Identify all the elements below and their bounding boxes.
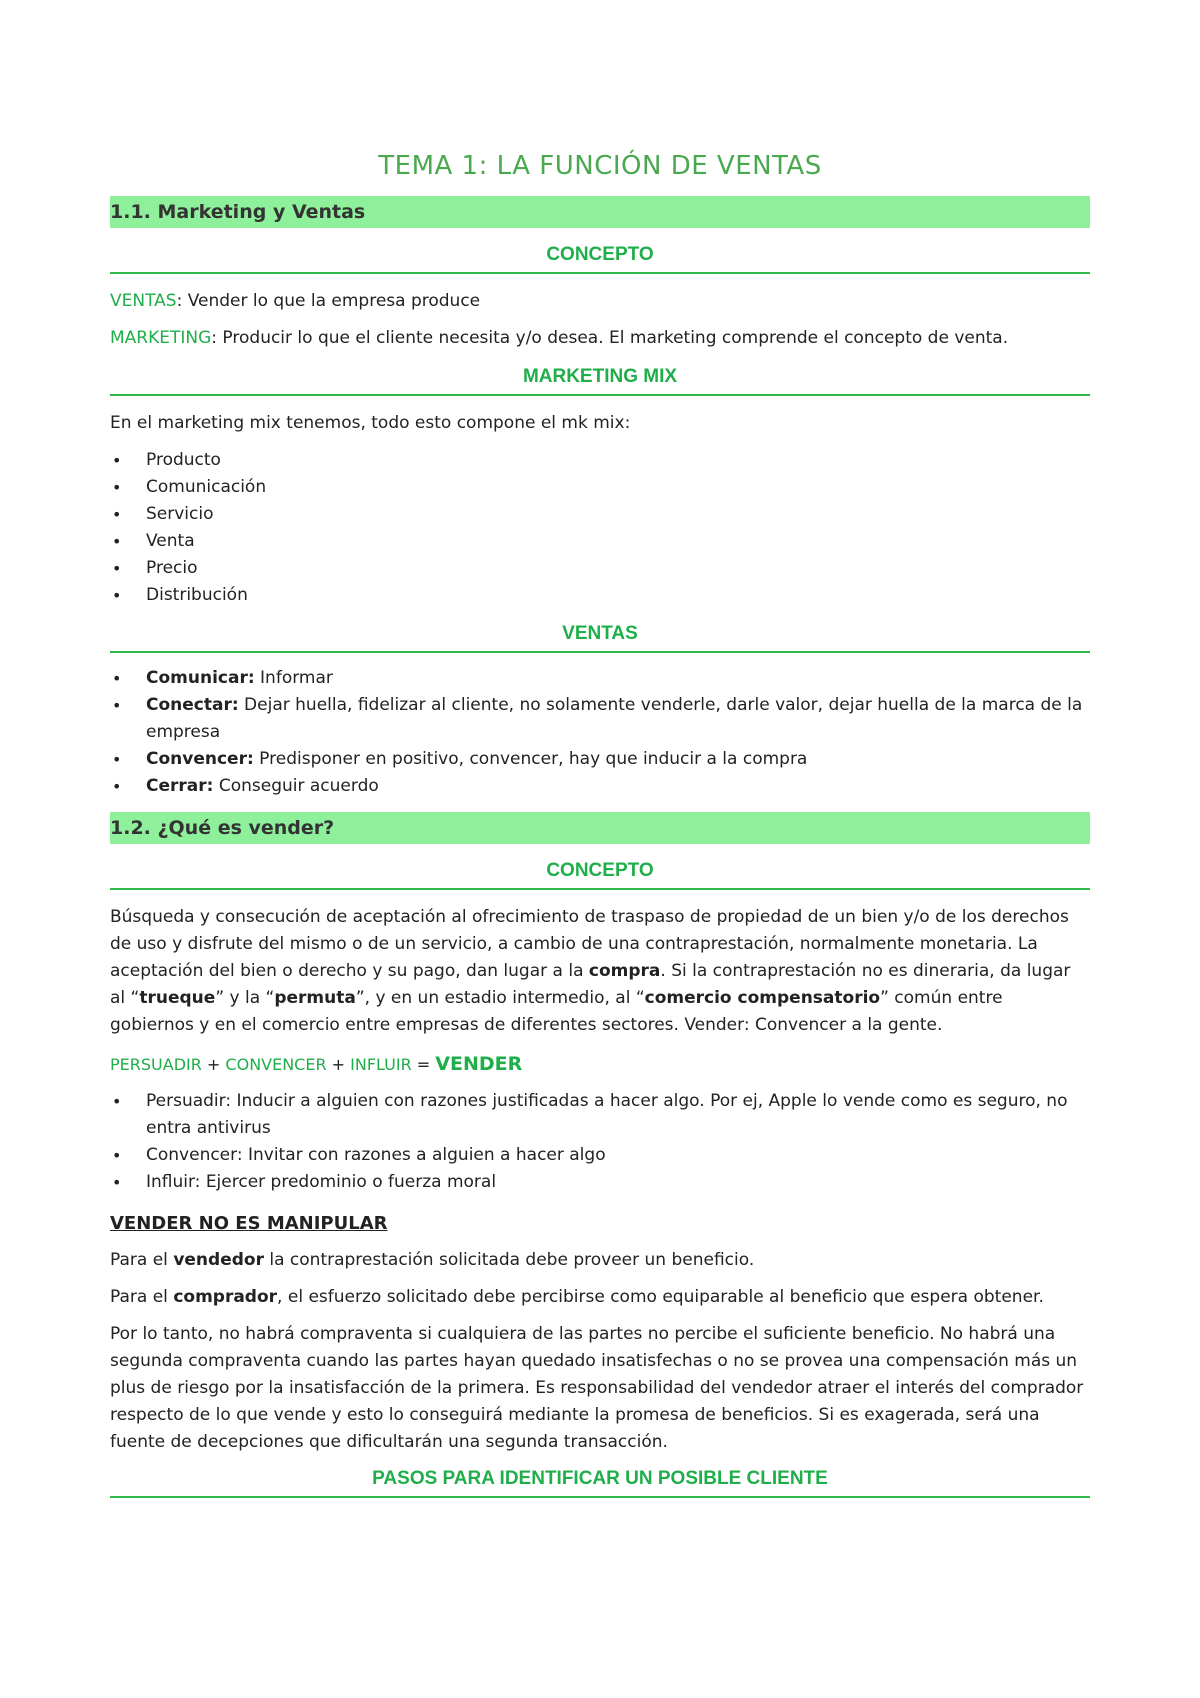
bullet-icon: • xyxy=(112,586,122,605)
vender-formula: PERSUADIR + CONVENCER + INFLUIR = VENDER xyxy=(110,1053,523,1075)
bullet-icon: • xyxy=(112,777,122,796)
marketing-label: MARKETING xyxy=(110,328,212,348)
bullet-icon: • xyxy=(112,1173,122,1192)
marketing-text: : Producir lo que el cliente necesita y/o desea. El marketing comprende el concepto de venta. xyxy=(211,328,1009,348)
bullet-icon: • xyxy=(112,1146,122,1165)
ventas-list xyxy=(110,665,1090,800)
list-item: • Convencer: Predisponer en positivo, convencer, hay que inducir a la compra xyxy=(110,746,1090,773)
section-heading-text: 1.1. Marketing y Ventas xyxy=(110,201,366,223)
vender-definition: Búsqueda y consecución de aceptación al ofrecimiento de traspaso de propiedad de un bien y/o de los derechos de uso y disfrute del mismo o de un servicio, a cambio de una contraprestación, normalmente monetaria. La aceptación del bien o derecho y su pago, dan lugar a la compra. Si la contraprestación no es dineraria, da lugar al “trueque” y la “permuta”, y en un estadio intermedio, al “comercio compensatorio” común entre gobiernos y en el comercio entre empresas de diferentes sectores. Vender: Convencer a la gente. xyxy=(110,907,1071,1035)
document-title: TEMA 1: LA FUNCIÓN DE VENTAS xyxy=(378,151,822,181)
bullet-icon: • xyxy=(112,532,122,551)
comprador-paragraph: Para el comprador, el esfuerzo solicitado debe percibirse como equiparable al beneficio que espera obtener. xyxy=(110,1287,1044,1307)
bullet-icon: • xyxy=(112,559,122,578)
ventas-text: : Vender lo que la empresa produce xyxy=(176,291,481,311)
list-item: • Conectar: Dejar huella, fidelizar al cliente, no solamente venderle, darle valor, dejar huella de la marca de la empresa xyxy=(110,692,1090,746)
list-item: • Convencer: Invitar con razones a alguien a hacer algo xyxy=(110,1142,1090,1169)
bullet-icon: • xyxy=(112,669,122,688)
list-item: • Comunicación xyxy=(110,474,1090,501)
verbs-list xyxy=(110,1088,1090,1196)
subheading-concepto-2: CONCEPTO xyxy=(110,858,1090,890)
section-heading-text: 1.2. ¿Qué es vender? xyxy=(110,817,335,839)
list-item: • Distribución xyxy=(110,582,1090,609)
list-item: • Cerrar: Conseguir acuerdo xyxy=(110,773,1090,800)
subheading-marketing-mix: MARKETING MIX xyxy=(110,364,1090,396)
conclusion-paragraph: Por lo tanto, no habrá compraventa si cualquiera de las partes no percibe el suficiente beneficio. No habrá una segunda compraventa cuando las partes hayan quedado insatisfechas o no se provea una compensación más un plus de riesgo por la insatisfacción de la primera. Es responsabilidad del vendedor atraer el interés del comprador respecto de lo que vende y esto lo conseguirá mediante la promesa de beneficios. Si es exagerada, será una fuente de decepciones que dificultarán una segunda transacción. xyxy=(110,1324,1084,1452)
list-item: • Precio xyxy=(110,555,1090,582)
list-item: • Persuadir: Inducir a alguien con razones justificadas a hacer algo. Por ej, Apple lo vende como es seguro, no entra antivirus xyxy=(110,1088,1090,1142)
section-heading-1-2 xyxy=(110,812,1090,844)
list-item: • Venta xyxy=(110,528,1090,555)
bullet-icon: • xyxy=(112,451,122,470)
bullet-icon: • xyxy=(112,505,122,524)
subheading-concepto: CONCEPTO xyxy=(110,242,1090,274)
manipular-heading: VENDER NO ES MANIPULAR xyxy=(110,1213,388,1234)
section-heading-1-1 xyxy=(110,196,1090,228)
list-item: • Influir: Ejercer predominio o fuerza moral xyxy=(110,1169,1090,1196)
subheading-ventas: VENTAS xyxy=(110,621,1090,653)
bullet-icon: • xyxy=(112,478,122,497)
bullet-icon: • xyxy=(112,696,122,715)
list-item: • Servicio xyxy=(110,501,1090,528)
mix-intro: En el marketing mix tenemos, todo esto compone el mk mix: xyxy=(110,413,631,433)
bullet-icon: • xyxy=(112,1092,122,1111)
list-item: • Comunicar: Informar xyxy=(110,665,1090,692)
vendedor-paragraph: Para el vendedor la contraprestación solicitada debe proveer un beneficio. xyxy=(110,1250,755,1270)
ventas-definition xyxy=(110,288,1090,315)
subheading-pasos: PASOS PARA IDENTIFICAR UN POSIBLE CLIENTE xyxy=(110,1466,1090,1498)
ventas-label: VENTAS xyxy=(110,291,177,311)
marketing-definition xyxy=(110,325,1090,352)
bullet-icon: • xyxy=(112,750,122,769)
list-item: • Producto xyxy=(110,447,1090,474)
mix-list xyxy=(110,447,1090,609)
